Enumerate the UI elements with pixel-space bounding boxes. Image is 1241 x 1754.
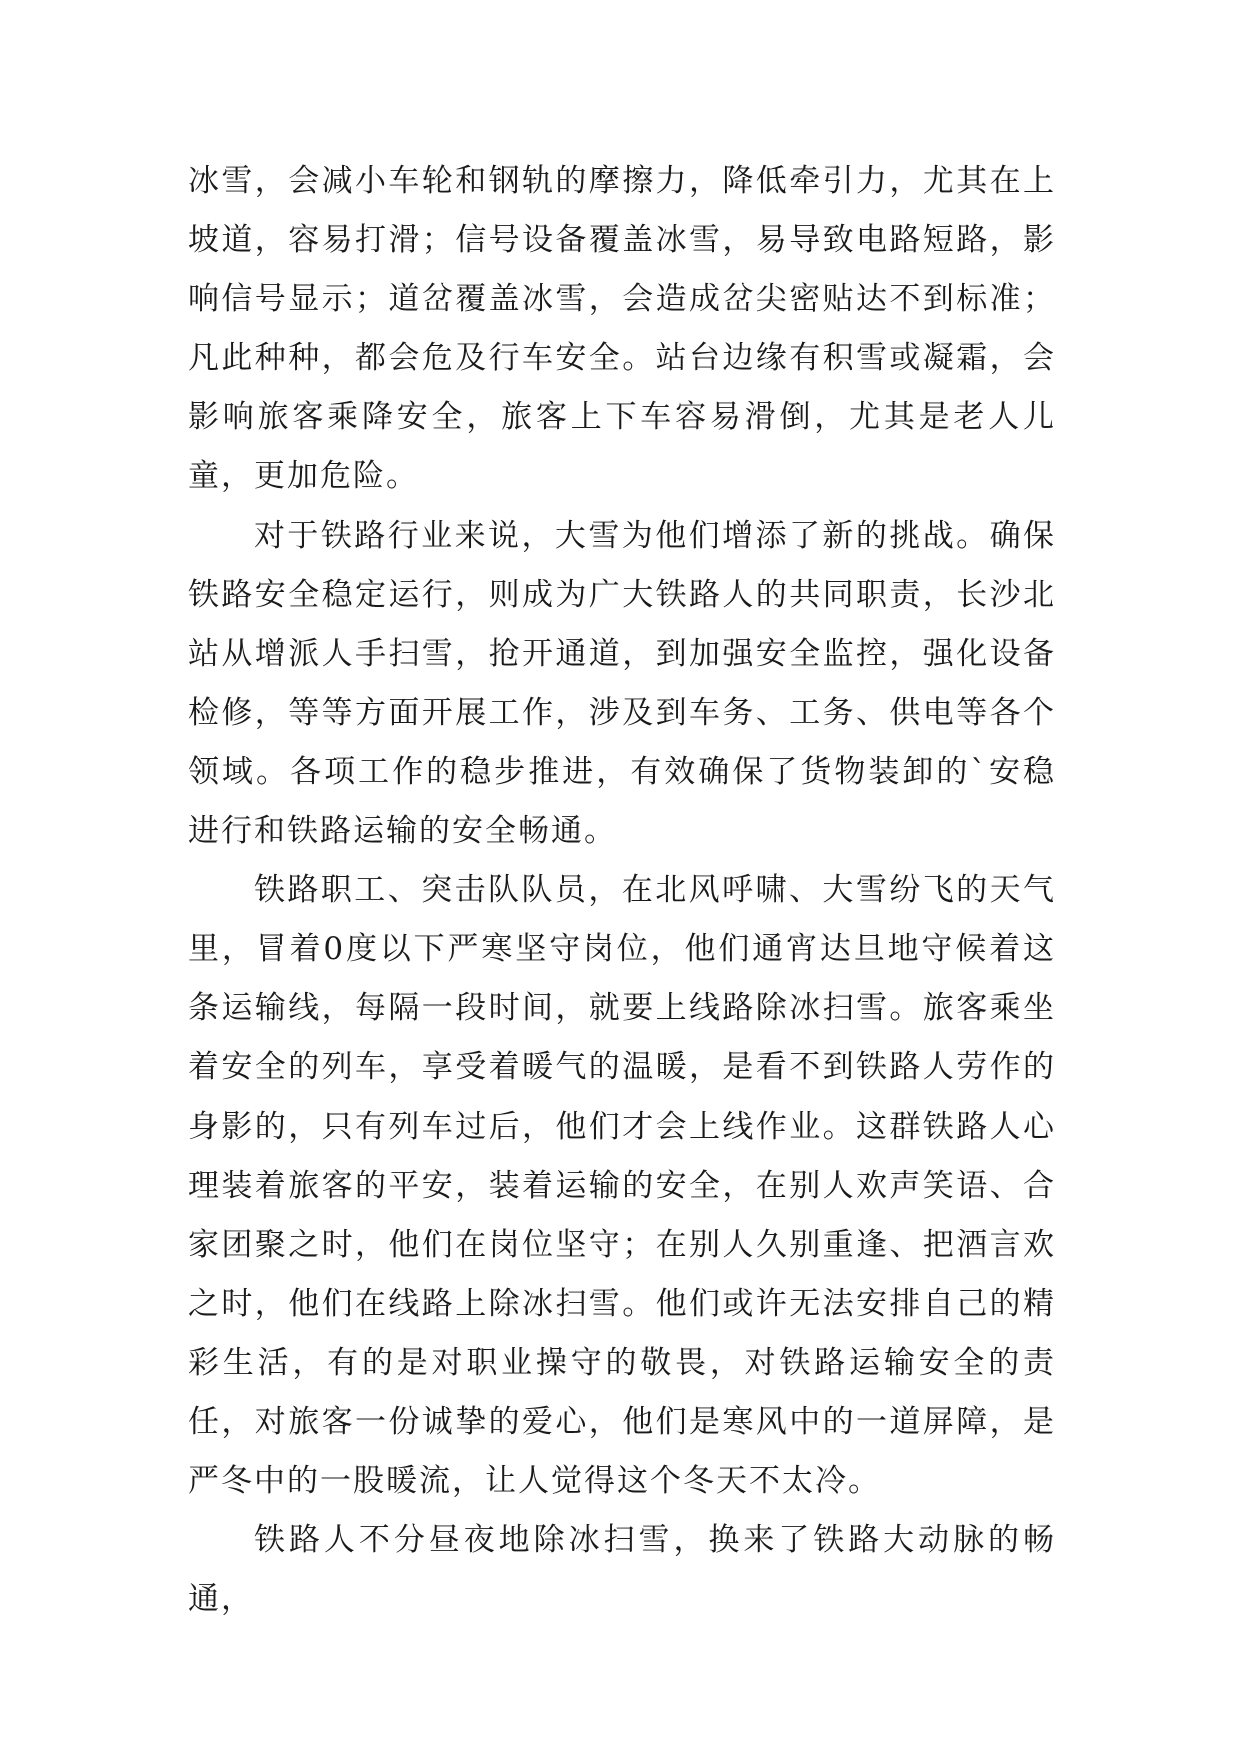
paragraph-2: 对于铁路行业来说，大雪为他们增添了新的挑战。确保铁路安全稳定运行，则成为广大铁路人的共同职责，长沙北站从增派人手扫雪，抢开通道，到加强安全监控，强化设备检修，等等方面开展工作，涉及到车务、工务、供电等各个领域。各项工作的稳步推进，有效确保了货物装卸的`安稳进行和铁路运输的安全畅通。 (188, 517, 1056, 850)
body-text (188, 152, 1056, 1629)
paragraph-3: 铁路职工、突击队队员，在北风呼啸、大雪纷飞的天气里，冒着0度以下严寒坚守岗位，他们通宵达旦地守候着这条运输线，每隔一段时间，就要上线路除冰扫雪。旅客乘坐着安全的列车，享受着暖气的温暖，是看不到铁路人劳作的身影的，只有列车过后，他们才会上线作业。这群铁路人心理装着旅客的平安，装着运输的安全，在别人欢声笑语、合家团聚之时，他们在岗位坚守；在别人久别重逢、把酒言欢之时，他们在线路上除冰扫雪。他们或许无法安排自己的精彩生活，有的是对职业操守的敬畏，对铁路运输安全的责任，对旅客一份诚挚的爱心，他们是寒风中的一道屏障，是严冬中的一股暖流，让人觉得这个冬天不太冷。 (188, 872, 1056, 1500)
paragraph-1: 冰雪，会减小车轮和钢轨的摩擦力，降低牵引力，尤其在上坡道，容易打滑；信号设备覆盖冰雪，易导致电路短路，影响信号显示；道岔覆盖冰雪，会造成岔尖密贴达不到标准；凡此种种，都会危及行车安全。站台边缘有积雪或凝霜，会影响旅客乘降安全，旅客上下车容易滑倒，尤其是老人儿童，更加危险。 (188, 163, 1056, 495)
paragraph-4: 铁路人不分昼夜地除冰扫雪，换来了铁路大动脉的畅通， (188, 1522, 1056, 1618)
